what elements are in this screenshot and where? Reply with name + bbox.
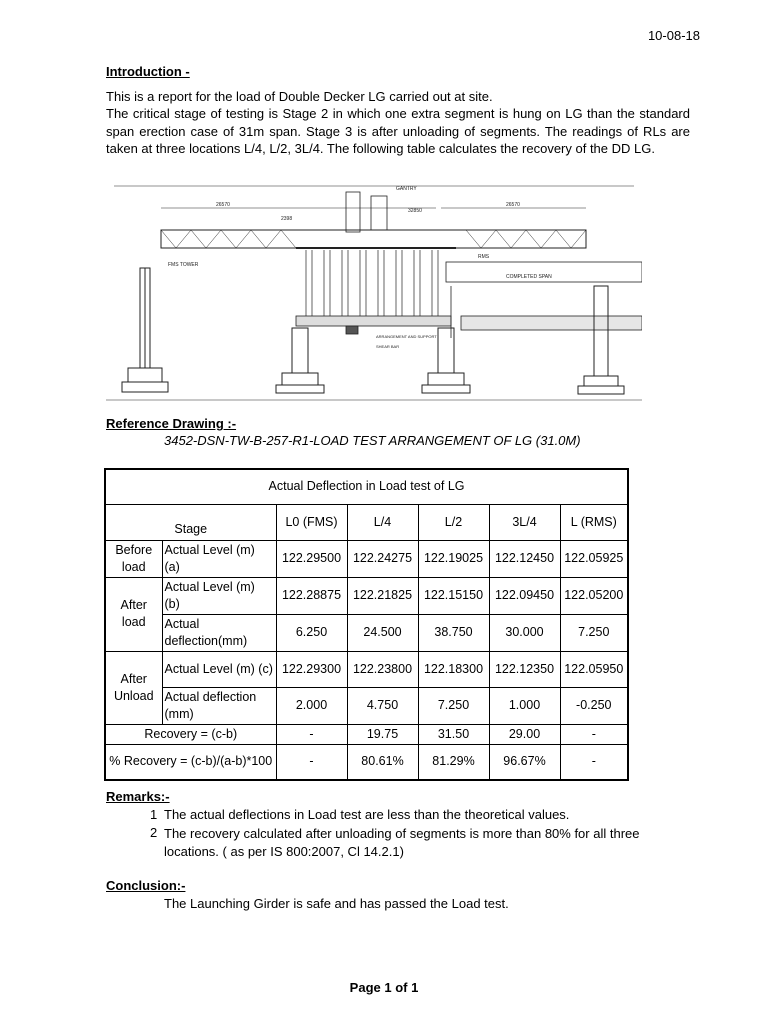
stage-before-load: Before load <box>105 540 162 577</box>
page-footer: Page 1 of 1 <box>349 980 419 995</box>
table-cell: 122.05925 <box>560 540 628 577</box>
table-cell: 38.750 <box>418 614 489 651</box>
dim-label: 26570 <box>216 202 230 208</box>
table-cell: 29.00 <box>489 724 560 744</box>
row-label: Actual deflection(mm) <box>162 614 276 651</box>
row-label: Actual Level (m) (a) <box>162 540 276 577</box>
table-cell: - <box>560 724 628 744</box>
table-cell: 2.000 <box>276 687 347 724</box>
table-cell: 122.12350 <box>489 651 560 687</box>
dim-label: 2398 <box>281 216 293 222</box>
table-cell: 96.67% <box>489 744 560 780</box>
introduction-paragraph: The critical stage of testing is Stage 2 in which one extra segment is hung on LG than the standard span erection case of 31m span. Stage 3 is after unloading of segments. The readings of RLs are taken at three locations L/4, L/2, 3L/4. The following table calculates the recovery of the DD LG. <box>106 106 690 156</box>
dim-label: 26570 <box>506 202 520 208</box>
remark-number: 2 <box>150 825 158 840</box>
column-header: L/2 <box>418 504 489 540</box>
remark-number: 1 <box>150 807 158 822</box>
remarks-heading: Remarks:- <box>106 789 170 804</box>
table-cell: 24.500 <box>347 614 418 651</box>
table-cell: 122.23800 <box>347 651 418 687</box>
introduction-line: This is a report for the load of Double Decker LG carried out at site. <box>106 89 493 104</box>
column-header: 3L/4 <box>489 504 560 540</box>
shear-bar-label: SHEAR BAR <box>376 344 400 349</box>
column-header: L0 (FMS) <box>276 504 347 540</box>
dim-label: 32850 <box>408 208 422 214</box>
table-cell: 81.29% <box>418 744 489 780</box>
table-cell: 122.28875 <box>276 577 347 614</box>
table-cell: 7.250 <box>418 687 489 724</box>
table-cell: 122.19025 <box>418 540 489 577</box>
table-cell: 122.29300 <box>276 651 347 687</box>
stage-after-load: After load <box>105 577 162 651</box>
table-cell: 122.09450 <box>489 577 560 614</box>
load-test-arrangement-drawing <box>106 178 642 410</box>
row-label: Actual Level (m) (b) <box>162 577 276 614</box>
remark-text: The actual deflections in Load test are less than the theoretical values. <box>164 807 570 822</box>
table-cell: - <box>276 744 347 780</box>
table-cell: 122.12450 <box>489 540 560 577</box>
table-cell: 4.750 <box>347 687 418 724</box>
table-cell: 1.000 <box>489 687 560 724</box>
arrangement-label: ARRANGEMENT AND SUPPORT <box>376 334 437 339</box>
row-label: Actual Level (m) (c) <box>162 651 276 687</box>
gantry-label: GANTRY <box>396 186 417 192</box>
remark-text: The recovery calculated after unloading of segments is more than 80% for all three locations. ( as per IS 800:2007, Cl 14.2.1) <box>164 826 640 859</box>
rms-label: RMS <box>478 254 490 260</box>
reference-code: 3452-DSN-TW-B-257-R1-LOAD TEST ARRANGEMENT OF LG (31.0M) <box>164 433 581 448</box>
table-cell: 6.250 <box>276 614 347 651</box>
stage-header: Stage <box>105 504 276 540</box>
table-cell: 122.29500 <box>276 540 347 577</box>
table-cell: -0.250 <box>560 687 628 724</box>
table-cell: 31.50 <box>418 724 489 744</box>
table-cell: 30.000 <box>489 614 560 651</box>
recovery-label: Recovery = (c-b) <box>105 724 276 744</box>
table-cell: 122.18300 <box>418 651 489 687</box>
stage-after-unload: After Unload <box>105 651 162 724</box>
table-cell: 122.15150 <box>418 577 489 614</box>
table-cell: 122.24275 <box>347 540 418 577</box>
fms-tower-label: FMS TOWER <box>168 262 199 268</box>
table-cell: 7.250 <box>560 614 628 651</box>
table-cell: 122.05950 <box>560 651 628 687</box>
conclusion-heading: Conclusion:- <box>106 878 186 893</box>
table-title: Actual Deflection in Load test of LG <box>105 469 628 504</box>
completed-span-label: COMPLETED SPAN <box>506 274 552 280</box>
pct-recovery-label: % Recovery = (c-b)/(a-b)*100 <box>105 744 276 780</box>
conclusion-text: The Launching Girder is safe and has passed the Load test. <box>164 896 509 911</box>
table-cell: - <box>560 744 628 780</box>
report-date: 10-08-18 <box>647 28 700 43</box>
column-header: L/4 <box>347 504 418 540</box>
table-cell: 19.75 <box>347 724 418 744</box>
column-header: L (RMS) <box>560 504 628 540</box>
table-cell: - <box>276 724 347 744</box>
reference-heading: Reference Drawing :- <box>106 416 237 431</box>
table-cell: 122.21825 <box>347 577 418 614</box>
table-cell: 122.05200 <box>560 577 628 614</box>
table-cell: 80.61% <box>347 744 418 780</box>
row-label: Actual deflection (mm) <box>162 687 276 724</box>
introduction-heading: Introduction - <box>106 64 190 79</box>
deflection-table <box>104 468 629 781</box>
